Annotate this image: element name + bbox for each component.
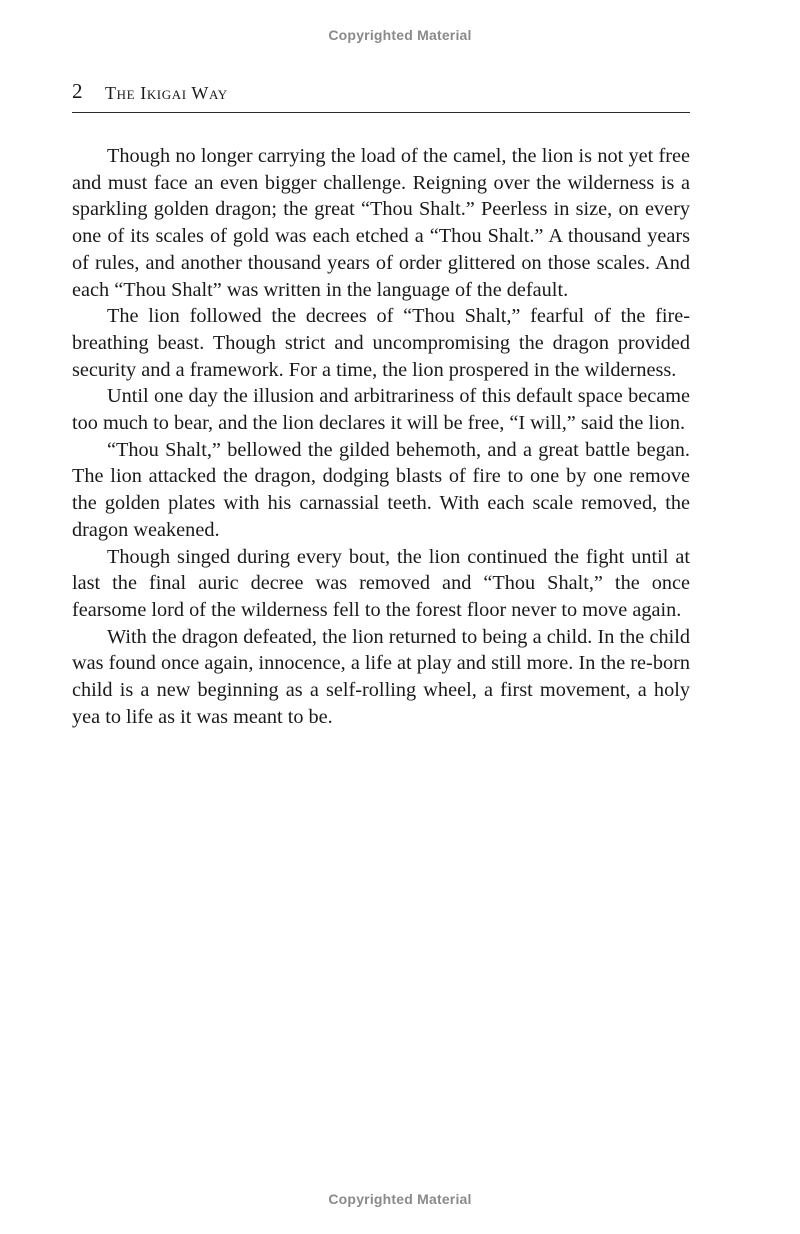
running-head	[72, 78, 690, 104]
book-title: The Ikigai Way	[105, 83, 228, 103]
paragraph: With the dragon defeated, the lion returned to being a child. In the child was found once again, innocence, a life at play and still more. In the re-born child is a new beginning as a self-rolling wheel, a first movement, a holy yea to life as it was meant to be.	[72, 625, 690, 728]
page-number: 2	[72, 79, 83, 103]
copyright-watermark-bottom: Copyrighted Material	[328, 1191, 472, 1207]
paragraph: “Thou Shalt,” bellowed the gilded behemoth, and a great battle began. The lion attacked the dragon, dodging blasts of fire to one by one remove the golden plates with his carnassial teeth. With each scale removed, the dragon weakened.	[72, 438, 690, 541]
header-divider	[72, 112, 690, 113]
body-text	[72, 143, 690, 730]
paragraph: Until one day the illusion and arbitrariness of this default space became too much to bear, and the lion declares it will be free, “I will,” said the lion.	[72, 385, 690, 435]
paragraph: The lion followed the decrees of “Thou Shalt,” fearful of the fire-breathing beast. Though strict and uncompromising the dragon provided security and a framework. For a time, the lion prospered in the wilderness.	[72, 305, 690, 381]
paragraph: Though singed during every bout, the lion continued the fight until at last the final auric decree was removed and “Thou Shalt,” the once fearsome lord of the wilderness fell to the forest floor never to move again.	[72, 545, 690, 621]
paragraph: Though no longer carrying the load of the camel, the lion is not yet free and must face an even bigger challenge. Reigning over the wilderness is a sparkling golden dragon; the great “Thou Shalt.” Peerless in size, on every one of its scales of gold was each etched a “Thou Shalt.” A thousand years of rules, and another thousand years of order glittered on those scales. And each “Thou Shalt” was written in the language of the default.	[72, 145, 690, 301]
copyright-watermark-top: Copyrighted Material	[328, 27, 472, 43]
